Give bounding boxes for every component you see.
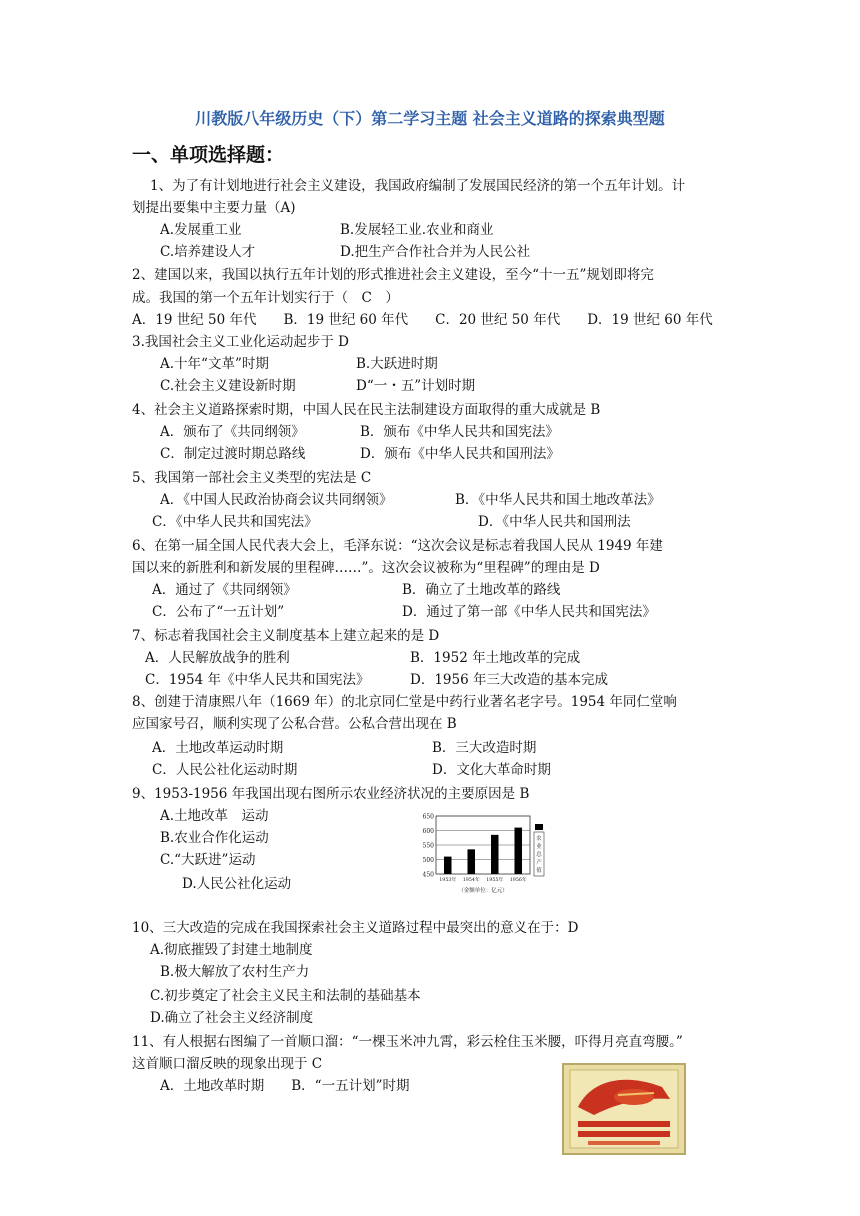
poster-illustration (564, 1065, 684, 1153)
text-line: 这首顺口溜反映的现象出现于 C (132, 1056, 323, 1072)
option: D．1956 年三大改造的基本完成 (410, 672, 608, 688)
option: C．公布了“一五计划” (152, 604, 285, 620)
option: B．1952 年土地改革的完成 (410, 650, 581, 666)
option: A.发展重工业 (160, 222, 242, 238)
option: A.土地改革 运动 (160, 808, 269, 824)
option: D“一・五”计划时期 (356, 378, 476, 394)
legend-label-char: 农 (536, 836, 542, 842)
text-line: 应国家号召，顺利实现了公私合营。公私合营出现在 B (132, 716, 457, 732)
option: B.农业合作化运动 (160, 830, 269, 846)
option: A．《中国人民政治协商会议共同纲领》 (160, 492, 393, 508)
option: C.“大跃进”运动 (160, 852, 256, 868)
page-title: 川教版八年级历史（下）第二学习主题 社会主义道路的探索典型题 (195, 109, 665, 128)
option: C．制定过渡时期总路线 (160, 446, 306, 462)
bar (467, 849, 475, 874)
bar (444, 857, 452, 874)
text-line: 6、在第一届全国人民代表大会上，毛泽东说：“这次会议是标志着我国人民从 1949 年建 (132, 538, 663, 554)
option: D.确立了社会主义经济制度 (150, 1010, 314, 1026)
y-tick-label: 600 (422, 828, 434, 835)
y-tick-label: 550 (422, 842, 434, 850)
option: A.十年“文革”时期 (160, 356, 269, 372)
option-row: A．土地改革时期 B．“一五计划”时期 (160, 1078, 410, 1094)
text-line: 11、有人根据右图编了一首顺口溜：“一棵玉米冲九霄，彩云栓住玉米腰，吓得月亮直弯腰。” (132, 1034, 683, 1050)
section-heading: 一、单项选择题： (132, 144, 285, 166)
option: A．土地改革运动时期 (152, 740, 284, 756)
option: A．颁布了《共同纲领》 (160, 424, 305, 440)
text-line: 划提出要集中主要力量（A) (132, 200, 296, 216)
option: A.彻底摧毁了封建土地制度 (150, 942, 313, 958)
text-line: 5、我国第一部社会主义类型的宪法是 C (132, 470, 372, 486)
agricultural-output-bar-chart (410, 808, 560, 903)
option: C．《中华人民共和国宪法》 (152, 514, 318, 530)
legend-swatch (535, 824, 543, 830)
option: C.社会主义建设新时期 (160, 378, 296, 394)
x-tick-label: 1954年 (462, 878, 480, 883)
option-row: A．19 世纪 50 年代 B．19 世纪 60 年代 C．20 世纪 50 年代 D．19 世纪 60 年代 (132, 312, 713, 328)
option: B．确立了土地改革的路线 (402, 582, 561, 598)
text-line: 国以来的新胜利和新发展的里程碑……”。这次会议被称为“里程碑”的理由是 D (132, 560, 600, 576)
option: C.培养建设人才 (160, 244, 256, 260)
text-line: 10、三大改造的完成在我国探索社会主义道路过程中最突出的意义在于：D (132, 920, 579, 936)
option: B．三大改造时期 (432, 740, 537, 756)
option: D.把生产合作社合并为人民公社 (340, 244, 531, 260)
text-line: 8、创建于清康熙八年（1669 年）的北京同仁堂是中药行业著名老字号。1954 年同仁堂响 (132, 694, 677, 710)
option: D．文化大革命时期 (432, 762, 551, 778)
text-line: 3.我国社会主义工业化运动起步于 D (132, 334, 349, 350)
legend-label-char: 产 (536, 860, 542, 866)
unit-label: （金额单位：亿元） (458, 888, 508, 894)
y-tick-label: 500 (422, 857, 434, 864)
x-tick-label: 1955年 (486, 878, 504, 883)
y-tick-label: 650 (422, 813, 434, 821)
option: D．《中华人民共和国刑法 (478, 514, 631, 530)
option: A．人民解放战争的胜利 (145, 650, 290, 666)
legend-label-char: 值 (536, 868, 542, 874)
text-line: 9、1953-1956 年我国出现右图所示农业经济状况的主要原因是 B (132, 786, 530, 802)
y-tick-label: 450 (422, 871, 434, 879)
option: B．颁布《中华人民共和国宪法》 (360, 424, 559, 440)
option: C．1954 年《中华人民共和国宪法》 (145, 672, 370, 688)
option: B．《中华人民共和国土地改革法》 (455, 492, 661, 508)
text-line: 成。我国的第一个五年计划实行于（ C ） (132, 290, 399, 306)
great-leap-poster-image (562, 1063, 686, 1155)
option: B.发展轻工业.农业和商业 (340, 222, 494, 238)
text-line: 2、建国以来，我国以执行五年计划的形式推进社会主义建设，至今“十一五”规划即将完 (132, 267, 654, 283)
bar (514, 828, 522, 874)
text-line: 1、为了有计划地进行社会主义建设，我国政府编制了发展国民经济的第一个五年计划。计 (150, 178, 686, 194)
option: C．人民公社化运动时期 (152, 762, 298, 778)
option: C.初步奠定了社会主义民主和法制的基础基本 (150, 988, 421, 1004)
x-tick-label: 1956年 (509, 878, 527, 883)
option: A．通过了《共同纲领》 (152, 582, 297, 598)
option: D．颁布《中华人民共和国刑法》 (360, 446, 560, 462)
legend-label-char: 总 (536, 852, 542, 858)
legend-label-char: 业 (536, 844, 542, 850)
option: D.人民公社化运动 (182, 876, 292, 892)
x-tick-label: 1953年 (439, 878, 457, 883)
text-line: 7、标志着我国社会主义制度基本上建立起来的是 D (132, 628, 440, 644)
option: B.极大解放了农村生产力 (160, 964, 310, 980)
text-line: 4、社会主义道路探索时期，中国人民在民主法制建设方面取得的重大成就是 B (132, 402, 601, 418)
bar (491, 835, 499, 874)
option: D．通过了第一部《中华人民共和国宪法》 (402, 604, 656, 620)
option: B.大跃进时期 (356, 356, 438, 372)
